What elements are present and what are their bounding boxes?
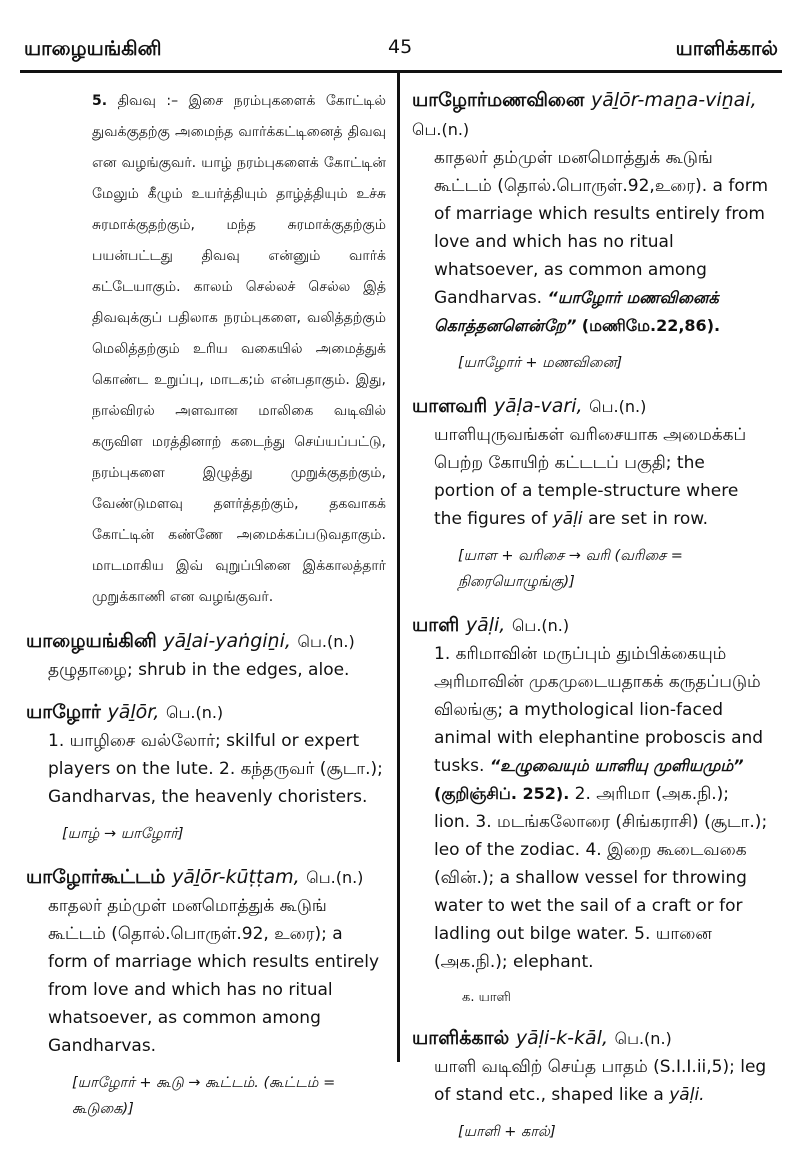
entry-yalikkal — [412, 1024, 768, 1145]
transliteration: yāḻōr, — [107, 701, 160, 723]
entry-yazhor — [26, 698, 386, 847]
entry-yazhor-manavinai — [412, 86, 768, 376]
inline-transliteration: yāḷi. — [669, 1085, 705, 1105]
entry-headline — [26, 698, 386, 727]
definition-text: யாளி வடிவிற் செய்த பாதம் (S.I.I.ii,5); leg of stand etc., shaped like a — [434, 1057, 767, 1105]
quotation-source: (மணிமே.22,86). — [581, 316, 721, 335]
sense-5-paragraph — [26, 86, 386, 613]
definition: தழுதாழை; shrub in the edges, aloe. — [48, 660, 350, 680]
header-rule — [20, 70, 782, 73]
transliteration: yāḷa-vari, — [493, 395, 583, 417]
etymology: [யாழோர் + மணவினை] — [458, 355, 623, 371]
column-divider — [397, 72, 400, 1062]
quotation: “யாழோர் மணவினைக் கொத்தனளென்றே” — [434, 288, 719, 335]
transliteration: yāḻōr-maṉa-viṉai, — [590, 89, 757, 111]
part-of-speech: பெ.(n.) — [166, 703, 224, 722]
headword: யாழோர்மணவினை — [412, 89, 585, 111]
definition-text: காதலர் தம்முள் மனமொத்துக் கூடுங் கூட்டம் (தொல்.பொருள்.92,உரை). a form of marriage which results entirely from love and which has no ritual whatsoever, as common among Gandharvas. — [434, 148, 769, 308]
entry-headline — [412, 611, 768, 640]
entry-headline — [412, 1024, 768, 1053]
headword: யாழோர் — [26, 701, 101, 723]
quotation: “உழுவையும் யாளியு முளியமும்” — [489, 756, 744, 775]
part-of-speech: பெ.(n.) — [306, 868, 364, 887]
definition-text: யாளியுருவங்கள் வரிசையாக அமைக்கப் பெற்ற கோயிற் கட்டடப் பகுதி; the portion of a temple-structure where the figures of — [434, 425, 747, 529]
entry-headline — [26, 863, 386, 892]
header-left-guideword: யாழையங்கினி — [24, 36, 162, 60]
definition — [412, 1053, 768, 1109]
sense-5-block — [26, 86, 386, 613]
transliteration: yāḷi-k-kāl, — [515, 1027, 608, 1049]
part-of-speech: பெ.(n.) — [511, 616, 570, 635]
part-of-speech: பெ.(n.) — [589, 397, 647, 416]
inline-transliteration: yāḷi — [552, 509, 583, 529]
entry-yazhor-koottam — [26, 863, 386, 1122]
headword: யாளி — [412, 614, 460, 636]
entry-yalavari — [412, 392, 768, 595]
definition: காதலர் தம்முள் மனமொத்துக் கூடுங் கூட்டம் (தொல்.பொருள்.92, உரை); a form of marriage which results entirely from love and which has no ritual whatsoever, as common among Gandharvas. — [48, 896, 380, 1056]
definition — [412, 640, 768, 976]
sense-number: 5. — [92, 93, 108, 109]
headword: யாளவரி — [412, 395, 488, 417]
definition — [412, 144, 768, 340]
sense-5-text: திவவு :– இசை நரம்புகளைக் கோட்டில் துவக்குதற்கு அமைந்த வார்க்கட்டினைத் திவவு என வழங்குவர். யாழ் நரம்புகளைக் கோட்டின் மேலும் கீழும் உயர்த்தியும் தாழ்த்தியும் உச்சு சுரமாக்குதற்கும், மந்த சுரமாக்குதற்கும் பயன்பட்டது திவவு என்னும் வார்க் கட்டேயாகும். காலம் செல்லச் செல்ல இத் திவவுக்குப் பதிலாக நரம்புகளை, வலித்தற்கும் மெலித்தற்கும் உரிய வகையில் அமைத்துக் கொண்ட உறுப்பு, மாடக;ம் என்பதாகும். இது, நால்விரல் அளவான மாலிகை வடிவில் கருவிள மரத்தினாற் கடைந்து செய்யப்பட்டு, நரம்புகளை இழுத்து முறுக்குதற்கும், வேண்டுமளவு தளர்த்தற்கும், தகவாகக் கோட்டின் கண்ணே அமைக்கப்படுவதாகும். மாடமாகிய இவ் வுறுப்பினை இக்காலத்தார் முறுக்காணி என வழங்குவர். — [92, 93, 386, 605]
right-column — [412, 86, 768, 1161]
entry-yali — [412, 611, 768, 1006]
definition — [412, 421, 768, 533]
part-of-speech: பெ.(n.) — [412, 120, 470, 139]
headword: யாளிக்கால் — [412, 1027, 510, 1049]
definition-end: are set in row. — [588, 509, 709, 529]
headword: யாழையங்கினி — [26, 630, 157, 652]
entry-headline — [26, 627, 386, 656]
entry-yazhaiyankini — [26, 627, 386, 684]
etymology: [யாழோர் + கூடு → கூட்டம். (கூட்டம் = கூடுகை)] — [72, 1075, 336, 1117]
cross-reference: க. யாளி — [462, 990, 511, 1005]
transliteration: yāḷi, — [465, 614, 506, 636]
page-number: 45 — [388, 36, 413, 58]
transliteration: yāḻai-yaṅgiṉi, — [163, 630, 291, 652]
etymology: [யாழ் → யாழோர்] — [62, 826, 184, 842]
part-of-speech: பெ.(n.) — [614, 1029, 672, 1048]
header-right-guideword: யாளிக்கால் — [675, 36, 778, 60]
headword: யாழோர்கூட்டம் — [26, 866, 166, 888]
transliteration: yāḻōr-kūṭṭam, — [172, 866, 300, 888]
etymology: [யாளி + கால்] — [458, 1124, 556, 1140]
entry-headline — [412, 86, 768, 144]
entry-headline — [412, 392, 768, 421]
etymology: [யாள + வரிசை → வரி (வரிசை = நிரையொழுங்கு)] — [458, 548, 683, 590]
definition-text: 1. கரிமாவின் மருப்பும் தும்பிக்கையும் அரிமாவின் முகமுடையதாகக் கருதப்படும் விலங்கு; a mythological lion-faced animal with elephantine proboscis and tusks. — [434, 644, 764, 776]
definition: 1. யாழிசை வல்லோர்; skilful or expert players on the lute. 2. கந்தருவர் (சூடா.); Gandharvas, the heavenly choristers. — [48, 731, 383, 807]
left-column — [26, 86, 386, 1138]
part-of-speech: பெ.(n.) — [297, 632, 355, 651]
definition-rest: 2. அரிமா (அக.நி.); lion. 3. மடங்கலோரை (சிங்கராசி) (சூடா.); leo of the zodiac. 4. இறை கூடைவகை (வின்.); a shallow vessel for throwing water to wet the sail of a craft or for ladling out bilge water. 5. யானை (அக.நி.); elephant. — [434, 784, 768, 972]
quotation-source: (குறிஞ்சிப். 252). — [434, 784, 570, 803]
